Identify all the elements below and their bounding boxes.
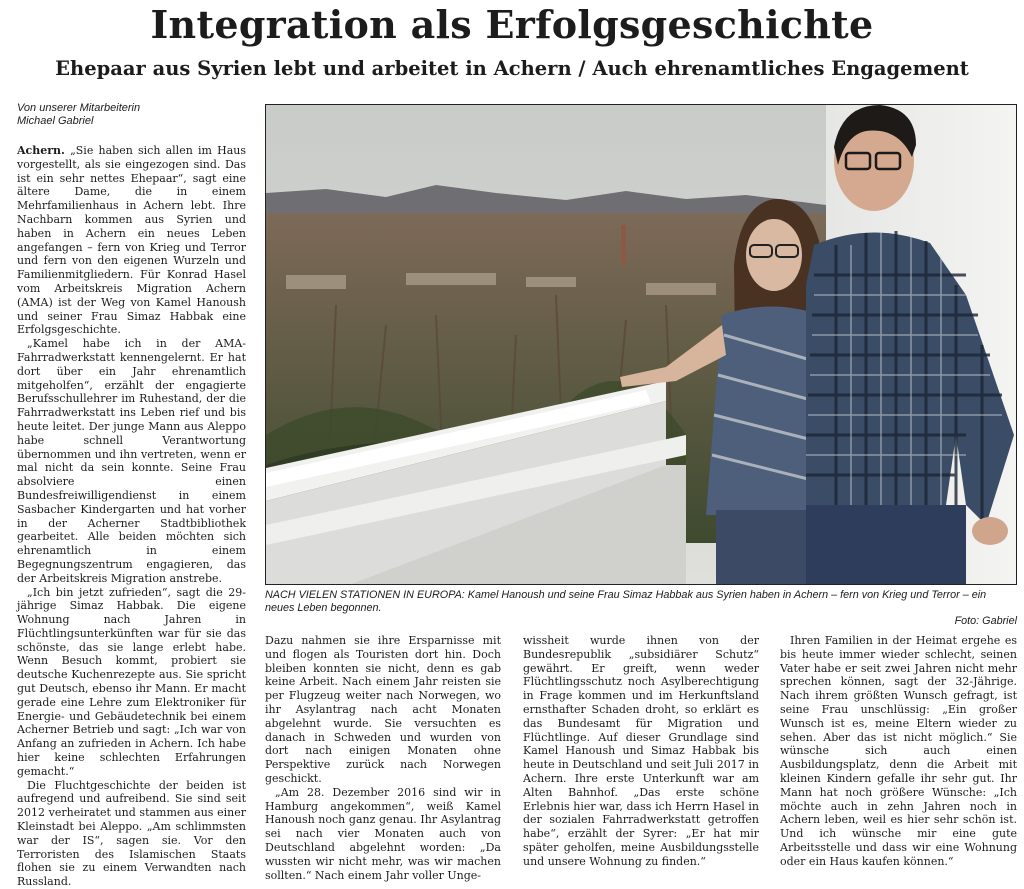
paragraph: „Ich bin jetzt zufrieden“, sagt die 29-jährige Simaz Habbak. Die eigene Wohnung nach Jahren in Flüchtlingsunterkünften war für sie das schönste, das sie lange erlebt habe. Wenn Besuch kommt, probiert sie deutsche Kuchenrezepte aus. Sie spricht gut Deutsch, ebenso ihr Mann. Er macht gerade eine Lehre zum Elektroniker für Energie- und Gebäudetechnik bei einem Acherner Betrieb und sagt: „Ich war von Anfang an zufrieden in Achern. Ich habe hier keine schlechten Erfahrungen gemacht.“ [17,585,246,778]
byline-author: Michael Gabriel [17,115,94,127]
byline [17,102,140,128]
caption-kicker: NACH VIELEN STATIONEN IN EUROPA: [265,589,465,601]
paragraph-text: „Sie haben sich allen im Haus vorgestellt, als sie eingezogen sind. Das ist ein sehr nettes Ehepaar“, sagt eine ältere Dame, die in einem Mehrfamilienhaus in Achern lebt. Ihre Nachbarn kommen aus Syrien und haben in Achern ein neues Leben angefangen – fern von Krieg und Terror und fern von den eigenen Wurzeln und Familienmitgliedern. Für Konrad Hasel vom Arbeitskreis Migration Achern (AMA) ist der Weg von Kamel Hanoush und seiner Frau Simaz Habbak eine Erfolgsgeschichte. [17,144,247,337]
couple-on-balcony-image [266,105,1017,585]
subheadline: Ehepaar aus Syrien lebt und arbeitet in Achern / Auch ehrenamtliches Engagement [55,57,969,80]
paragraph: Die Fluchtgeschichte der beiden ist aufregend und aufreibend. Sie sind seit 2012 verheiratet und stammen aus einer Kleinstadt bei Aleppo. „Am schlimmsten war der IS“, sagen sie. Vor den Terroristen des Islamischen Staats flohen sie zu einem Verwandten nach Russland. [17,778,246,889]
dateline: Achern. [17,144,65,157]
paragraph [17,144,246,337]
headline: Integration als Erfolgsgeschichte [150,2,874,47]
paragraph: Ihren Familien in der Heimat ergehe es bis heute immer wieder schlecht, seinen Vater habe er seit zwei Jahren nicht mehr sprechen können, sagt der 32-Jährige. Nach ihrem größten Wunsch gefragt, ist seine Frau unschlüssig: „Ein großer Wunsch ist es, meine Eltern wieder zu sehen. Aber das ist nicht möglich.“ Sie wünsche sich auch einen Ausbildungsplatz, denn die Arbeit mit kleinen Kindern gefalle ihr sehr gut. Ihr Mann hat noch größere Wünsche: „Ich möchte auch in zehn Jahren noch in Achern leben, weil es hier sehr schön ist. Und ich wünsche mir eine gute Arbeitsstelle und dass wir eine Wohnung oder ein Haus kaufen können.“ [780,634,1017,868]
byline-intro: Von unserer Mitarbeiterin [17,102,141,114]
caption-text: Kamel Hanoush und seine Frau Simaz Habbak aus Syrien haben in Achern – fern von Krieg und Terror – ein neues Leben begonnen. [265,589,987,614]
article-photo [265,104,1017,585]
article-column-3 [523,634,759,869]
article-column-1 [17,144,246,889]
article-column-4 [780,634,1017,869]
article-column-2 [265,634,501,882]
paragraph: Dazu nahmen sie ihre Ersparnisse mit und flogen als Touristen dort hin. Doch bleiben konnten sie nicht, denn es gab keine Arbeit. Nach einem Jahr reisten sie per Flugzeug weiter nach Norwegen, wo ihr Asylantrag nach acht Monaten abgelehnt wurde. Sie versuchten es danach in Schweden und wurden von dort nach einigen Monaten ohne Perspektive zurück nach Norwegen geschickt. [265,634,501,785]
photo-credit: Foto: Gabriel [954,615,1017,627]
photo-caption [265,589,1017,628]
paragraph: wissheit wurde ihnen von der Bundesrepublik „subsidiärer Schutz“ gewährt. Er greift, wenn weder Flüchtlingsschutz noch Asylberechtigung in Frage kommen und im Herkunftsland ernsthafter Schaden droht, so erklärt es das Bundesamt für Migration und Flüchtlinge. Auf dieser Grundlage sind Kamel Hanoush und Simaz Habbak bis heute in Deutschland und seit Juli 2017 in Achern. Ihre erste Unterkunft war am Alten Bahnhof. „Das erste schöne Erlebnis hier war, dass ich Herrn Hasel in der sozialen Fahrradwerkstatt getroffen habe“, erzählt der Syrer: „Er hat mir später geholfen, meine Ausbildungsstelle und unsere Wohnung zu finden.“ [523,634,759,868]
paragraph: „Am 28. Dezember 2016 sind wir in Hamburg angekommen“, weiß Kamel Hanoush noch ganz genau. Ihr Asylantrag sei nach vier Monaten auch von Deutschland abgelehnt worden: „Da wussten wir nicht mehr, was wir machen sollten.“ Nach einem Jahr voller Unge- [265,785,501,882]
paragraph: „Kamel habe ich in der AMA-Fahrradwerkstatt kennengelernt. Er hat dort über ein Jahr ehrenamtlich mitgeholfen“, erzählt der engagierte Berufsschullehrer im Ruhestand, der die Fahrradwerkstatt ins Leben rief und bis heute leitet. Der junge Mann aus Aleppo habe schnell Verantwortung übernommen und ihn vertreten, wenn er mal nicht da sein konnte. Seine Frau absolviere einen Bundesfreiwilligendienst in einem Sasbacher Kindergarten und hat vorher in der Acherner Stadtbibliothek gearbeitet. Alle beiden möchten sich ehrenamtlich in einem Begegnungszentrum engagieren, das der Arbeitskreis Migration anstrebe. [17,337,246,585]
